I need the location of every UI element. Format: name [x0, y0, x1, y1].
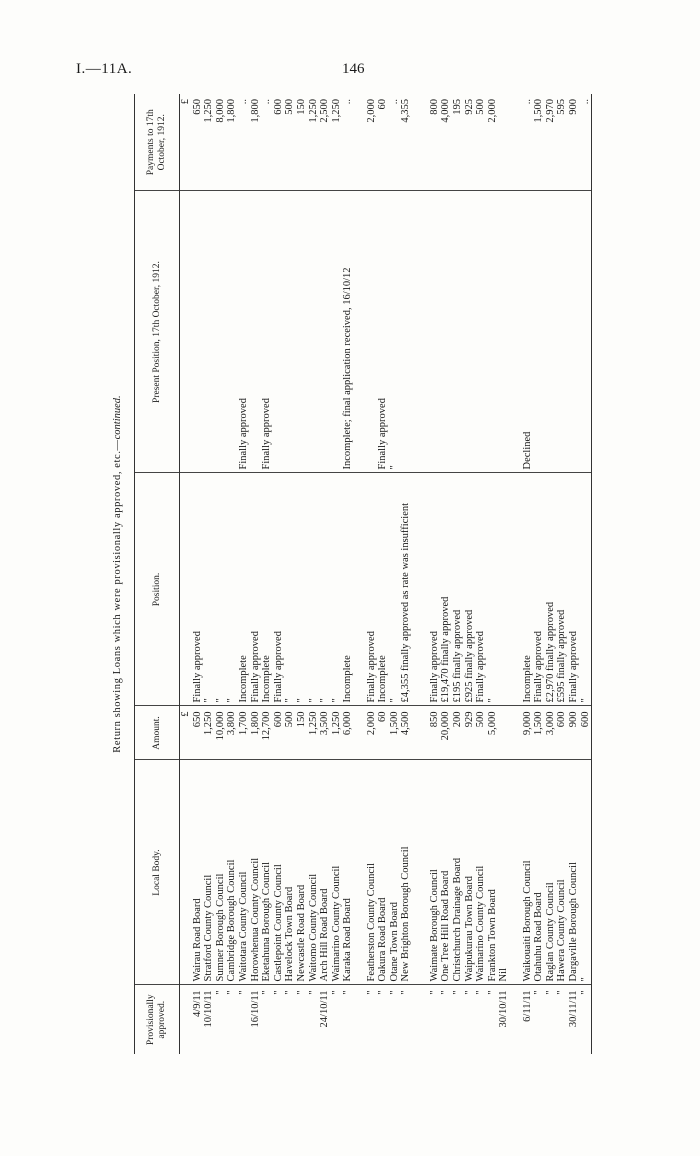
cell-payment: 2,000 [487, 94, 499, 191]
cell-position: " [487, 473, 499, 706]
cell-amount: 5,000 [487, 706, 499, 760]
table-row [308, 94, 320, 1054]
cell-local-body: Cambridge Borough Council [226, 760, 238, 985]
cell-amount: 1,250 [203, 706, 215, 760]
cell-present-position [226, 191, 238, 473]
cell-local-body: Waimate Borough Council [429, 760, 441, 985]
cell-approved: 10/10/11 [203, 990, 215, 1028]
cell-amount: 650 [192, 706, 204, 760]
cell-payment: 195 [452, 94, 464, 191]
cell-present-position [452, 191, 464, 473]
cell-position: " [319, 473, 331, 706]
cell-position: " [284, 473, 296, 706]
cell-position: " [226, 473, 238, 706]
table-row [533, 94, 545, 1054]
table-row [452, 94, 464, 1054]
table-row [250, 94, 262, 1054]
cell-amount: 3,500 [319, 706, 331, 760]
cell-present-position [192, 191, 204, 473]
table-row [238, 94, 250, 1054]
table-row [261, 94, 273, 1054]
cell-local-body: New Brighton Borough Council [400, 760, 412, 985]
cell-present-position [215, 191, 227, 473]
cell-amount: 3,800 [226, 706, 238, 760]
caption-continued: continued. [112, 395, 123, 440]
table-row [440, 94, 452, 1054]
cell-present-position [556, 191, 568, 473]
cell-approved: " [475, 990, 487, 995]
cell-position: £925 finally approved [464, 473, 476, 706]
cell-position: Incomplete [342, 473, 354, 706]
cell-payment: 1,250 [331, 94, 343, 191]
table-row [192, 94, 204, 1054]
cell-local-body: Otane Town Board [389, 760, 401, 985]
cell-approved: " [284, 990, 296, 995]
cell-amount: 10,000 [215, 706, 227, 760]
cell-position: Finally approved [192, 473, 204, 706]
cell-local-body: Waitomo County Council [308, 760, 320, 985]
cell-amount: 1,800 [250, 706, 262, 760]
cell-present-position [487, 191, 499, 473]
table-body [180, 94, 592, 1054]
cell-local-body: Sumner Borough Council [215, 760, 227, 985]
cell-payment: 1,250 [203, 94, 215, 191]
cell-local-body: Hawera County Council [556, 760, 568, 985]
cell-amount: 600 [273, 706, 285, 760]
cell-payment: .. [342, 94, 354, 191]
cell-present-position [440, 191, 452, 473]
currency-row [180, 94, 192, 1054]
table-row [545, 94, 557, 1054]
cell-payment: 595 [556, 94, 568, 191]
column-header-payments: Payments to 17th October, 1912. [135, 94, 180, 191]
cell-payment: 8,000 [215, 94, 227, 191]
cell-present-position [568, 191, 580, 473]
table-row [400, 94, 412, 1054]
cell-amount: 1,250 [331, 706, 343, 760]
cell-amount: 60 [377, 706, 389, 760]
caption-main: Return showing Loans which were provisionally approved, etc.— [112, 439, 123, 753]
cell-payment: .. [389, 94, 401, 191]
currency-symbol-payments: £ [180, 94, 192, 191]
cell-payment: 1,800 [250, 94, 262, 191]
cell-present-position [580, 191, 592, 473]
cell-local-body: Waimarino County Council [475, 760, 487, 985]
cell-amount: 200 [452, 706, 464, 760]
cell-position [498, 473, 510, 706]
cell-local-body: Nil [498, 760, 510, 985]
cell-local-body: " [580, 760, 592, 985]
cell-amount: 150 [296, 706, 308, 760]
cell-present-position: Incomplete; final application received, 16/10/12 [342, 191, 354, 473]
cell-approved: " [556, 990, 568, 995]
cell-amount: 4,500 [400, 706, 412, 760]
cell-position: Finally approved [366, 473, 378, 706]
currency-symbol-amount: £ [180, 706, 192, 760]
cell-payment: 4,000 [440, 94, 452, 191]
cell-approved: " [428, 990, 440, 995]
page-number: 146 [342, 61, 365, 77]
cell-payment: 60 [377, 94, 389, 191]
cell-payment: 900 [568, 94, 580, 191]
cell-approved: " [307, 990, 319, 995]
cell-local-body: Stratford County Council [203, 760, 215, 985]
cell-approved: 16/10/11 [249, 990, 261, 1028]
cell-amount: 3,000 [545, 706, 557, 760]
rotated-table-page [112, 94, 617, 1054]
cell-position: " [215, 473, 227, 706]
cell-present-position [429, 191, 441, 473]
cell-local-body: Oakura Road Board [377, 760, 389, 985]
cell-payment: 925 [464, 94, 476, 191]
cell-approved: 6/11/11 [521, 990, 533, 1022]
cell-position: Finally approved [533, 473, 545, 706]
table-row [389, 94, 401, 1054]
spacer-row [354, 94, 366, 1054]
column-header-local-body: Local Body. [135, 760, 180, 985]
cell-amount: 1,700 [238, 706, 250, 760]
cell-payment: .. [238, 94, 250, 191]
cell-position: Finally approved [273, 473, 285, 706]
cell-position: Finally approved [250, 473, 262, 706]
cell-payment: 4,355 [400, 94, 412, 191]
cell-payment: 2,970 [545, 94, 557, 191]
cell-position: Finally approved [568, 473, 580, 706]
cell-position: £195 finally approved [452, 473, 464, 706]
cell-position: " [389, 473, 401, 706]
cell-present-position: Finally approved [261, 191, 273, 473]
cell-payment: .. [261, 94, 273, 191]
cell-present-position: Declined [522, 191, 534, 473]
cell-payment: 800 [429, 94, 441, 191]
cell-local-body: Horowhenua County Council [250, 760, 262, 985]
cell-approved: " [214, 990, 226, 995]
cell-approved: " [463, 990, 475, 995]
table-row [331, 94, 343, 1054]
column-header-approved: Provisionally approved. [135, 985, 180, 1054]
cell-approved: " [342, 990, 354, 995]
table-row [296, 94, 308, 1054]
cell-present-position: " [389, 191, 401, 473]
cell-local-body: Havelock Town Board [284, 760, 296, 985]
table-row [226, 94, 238, 1054]
table-row [203, 94, 215, 1054]
cell-present-position: Finally approved [377, 191, 389, 473]
cell-local-body: One Tree Hill Road Board [440, 760, 452, 985]
cell-payment: 150 [296, 94, 308, 191]
column-header-present-position: Present Position, 17th October, 1912. [135, 191, 180, 473]
cell-local-body: Waikouaiti Borough Council [522, 760, 534, 985]
cell-approved: " [365, 990, 377, 995]
cell-payment: 1,800 [226, 94, 238, 191]
cell-present-position [464, 191, 476, 473]
cell-local-body: Eketahuna Borough Council [261, 760, 273, 985]
cell-position: £4,355 finally approved as rate was insufficient [400, 473, 412, 706]
cell-position: Incomplete [238, 473, 250, 706]
cell-payment [498, 94, 510, 191]
cell-approved: " [237, 990, 249, 995]
cell-approved: 4/9/11 [191, 990, 203, 1017]
cell-position: " [580, 473, 592, 706]
cell-approved: " [452, 990, 464, 995]
cell-payment: .. [522, 94, 534, 191]
cell-position: £2,970 finally approved [545, 473, 557, 706]
cell-local-body: Featherston County Council [366, 760, 378, 985]
cell-payment: 1,250 [308, 94, 320, 191]
cell-present-position [475, 191, 487, 473]
cell-payment: 1,500 [533, 94, 545, 191]
cell-amount: 1,250 [308, 706, 320, 760]
cell-present-position: Finally approved [238, 191, 250, 473]
loans-table [134, 94, 592, 1054]
table-row [580, 94, 592, 1054]
cell-position: Finally approved [475, 473, 487, 706]
cell-amount: 850 [429, 706, 441, 760]
cell-local-body: Christchurch Drainage Board [452, 760, 464, 985]
table-header-row [135, 94, 180, 1054]
cell-approved: 30/11/11 [568, 990, 579, 1028]
cell-position: Incomplete [522, 473, 534, 706]
cell-local-body: Waipukurau Town Board [464, 760, 476, 985]
cell-present-position [250, 191, 262, 473]
table-row [556, 94, 568, 1054]
table-row [319, 94, 331, 1054]
cell-local-body: Wairau Road Board [192, 760, 204, 985]
cell-local-body: Newcastle Road Board [296, 760, 308, 985]
cell-present-position [545, 191, 557, 473]
cell-position: Incomplete [377, 473, 389, 706]
cell-amount: 600 [580, 706, 592, 760]
cell-present-position [533, 191, 545, 473]
cell-payment: 600 [273, 94, 285, 191]
cell-present-position [331, 191, 343, 473]
column-header-position: Position. [135, 473, 180, 706]
cell-payment: 2,000 [366, 94, 378, 191]
cell-payment: 2,500 [319, 94, 331, 191]
cell-approved: " [533, 990, 545, 995]
cell-position: " [308, 473, 320, 706]
cell-amount: 1,500 [533, 706, 545, 760]
table-row [215, 94, 227, 1054]
cell-present-position [273, 191, 285, 473]
cell-amount: 6,000 [342, 706, 354, 760]
cell-amount: 500 [284, 706, 296, 760]
cell-local-body: Frankton Town Board [487, 760, 499, 985]
cell-local-body: Waimarino County Council [331, 760, 343, 985]
cell-approved: " [580, 985, 592, 1054]
cell-local-body: Castlepoint County Council [273, 760, 285, 985]
cell-amount: 900 [568, 706, 580, 760]
cell-present-position [284, 191, 296, 473]
table-row [498, 94, 510, 1054]
cell-payment: .. [580, 94, 592, 191]
cell-payment: 500 [284, 94, 296, 191]
table-row [568, 94, 580, 1054]
cell-position: £19,470 finally approved [440, 473, 452, 706]
column-header-amount: Amount. [135, 706, 180, 760]
cell-amount: 12,700 [261, 706, 273, 760]
table-row [429, 94, 441, 1054]
cell-position: " [203, 473, 215, 706]
cell-amount: 600 [556, 706, 568, 760]
cell-amount: 9,000 [522, 706, 534, 760]
cell-present-position [498, 191, 510, 473]
cell-amount: 929 [464, 706, 476, 760]
cell-approved: " [330, 990, 342, 995]
cell-approved: " [486, 990, 498, 995]
cell-position: Incomplete [261, 473, 273, 706]
table-row [273, 94, 285, 1054]
cell-local-body: Dargaville Borough Council [568, 760, 580, 985]
cell-position: " [296, 473, 308, 706]
cell-amount: 2,000 [366, 706, 378, 760]
cell-present-position [400, 191, 412, 473]
cell-approved: " [377, 990, 389, 995]
cell-approved: " [388, 990, 400, 995]
spacer-row [510, 94, 522, 1054]
cell-approved: 30/10/11 [498, 990, 510, 1028]
spacer-row [412, 94, 429, 1054]
table-row [366, 94, 378, 1054]
cell-present-position [203, 191, 215, 473]
cell-position: " [331, 473, 343, 706]
table-row [464, 94, 476, 1054]
cell-approved: " [261, 990, 273, 995]
cell-approved: " [295, 990, 307, 995]
cell-local-body: Waitotara County Council [238, 760, 250, 985]
cell-position: Finally approved [429, 473, 441, 706]
cell-approved: " [400, 990, 412, 995]
table-row [342, 94, 354, 1054]
cell-local-body: Raglan County Council [545, 760, 557, 985]
cell-amount: 20,000 [440, 706, 452, 760]
table-caption [112, 94, 123, 1054]
cell-payment: 650 [192, 94, 204, 191]
cell-approved: " [272, 990, 284, 995]
table-row [475, 94, 487, 1054]
cell-position: £595 finally approved [556, 473, 568, 706]
cell-present-position [366, 191, 378, 473]
cell-payment: 500 [475, 94, 487, 191]
cell-approved: " [226, 990, 238, 995]
table-row [522, 94, 534, 1054]
cell-present-position [308, 191, 320, 473]
document-reference: I.—11A. [76, 61, 133, 77]
table-row [377, 94, 389, 1054]
table-row [284, 94, 296, 1054]
table-row [487, 94, 499, 1054]
cell-approved: " [544, 990, 556, 995]
cell-amount: 500 [475, 706, 487, 760]
cell-local-body: Otahuhu Road Board [533, 760, 545, 985]
cell-amount [498, 706, 510, 760]
cell-local-body: Karaka Road Board [342, 760, 354, 985]
cell-approved: 24/10/11 [319, 990, 331, 1028]
cell-amount: 1,500 [389, 706, 401, 760]
cell-approved: " [440, 990, 452, 995]
cell-local-body: Arch Hill Road Board [319, 760, 331, 985]
cell-present-position [319, 191, 331, 473]
cell-present-position [296, 191, 308, 473]
